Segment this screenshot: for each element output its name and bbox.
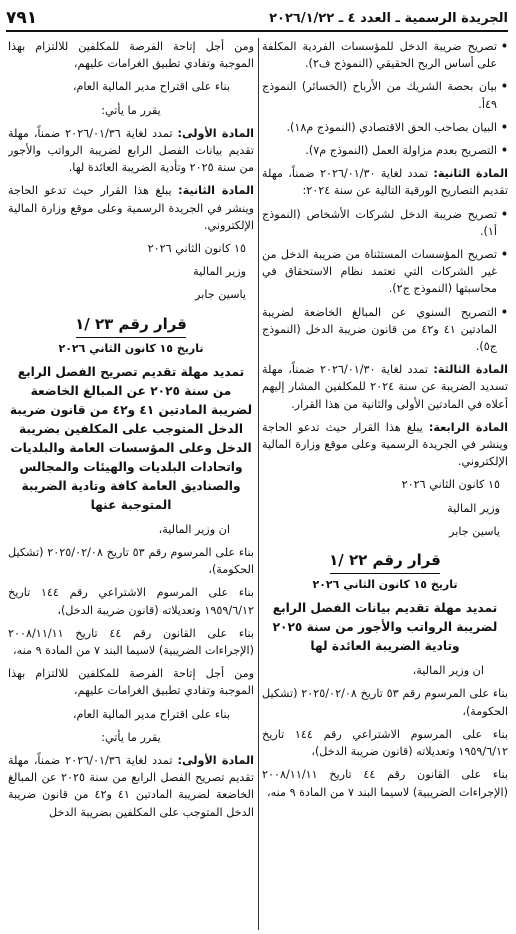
article-2: [8, 182, 254, 234]
decision-date: تاريخ ١٥ كانون الثاني ٢٠٢٦: [58, 341, 204, 355]
article-label: المادة الثالثة:: [433, 363, 508, 377]
signature-date: ١٥ كانون الثاني ٢٠٢٦: [401, 478, 500, 492]
page-number: ٧٩١: [6, 8, 38, 28]
article-text: تمدد لغاية ٢٠٢٦/٠١/٣٠ ضمناً، مهلة تقديم التصاريح الورقية التالية عن سنة ٢٠٢٤:: [262, 167, 508, 198]
signature-date: ١٥ كانون الثاني ٢٠٢٦: [147, 242, 246, 256]
preamble-paragraph: بناء على القانون رقم ٤٤ تاريخ ٢٠٠٨/١١/١١ (الإجراءات الضريبية) لاسيما البند ٧ من المادة ٩ منه،: [8, 626, 254, 658]
decision-title: قرار رقم ٢٢ /١: [262, 550, 508, 574]
article-label: المادة الرابعة:: [428, 420, 508, 434]
decision-subject: تمديد مهلة تقديم بيانات الفصل الرابع لضريبة الرواتب والأجور من سنة ٢٠٢٥ وتادية الضريبة العائدة لها: [272, 601, 498, 654]
article-2: [262, 165, 508, 199]
article-1: [8, 752, 254, 821]
decision-date: تاريخ ١٥ كانون الثاني ٢٠٢٦: [312, 578, 458, 592]
article-label: المادة الثانية:: [178, 184, 254, 198]
signature-title: وزير المالية: [193, 265, 246, 279]
preamble-paragraph: بناء على المرسوم الاشتراعي رقم ١٤٤ تاريخ ١٩٥٩/٦/١٢ وتعديلاته (قانون ضريبة الدخل)،: [262, 727, 508, 759]
preamble-paragraph: بناء على اقتراح مدير المالية العام،: [72, 707, 230, 721]
article-label: المادة الأولى:: [177, 126, 254, 140]
right-column: [262, 38, 508, 930]
article-text: يبلغ هذا القرار حيث تدعو الحاجة وينشر في الجريدة الرسمية وعلى موقع وزارة المالية الإلكتروني.: [8, 184, 254, 232]
preamble-paragraph: ومن أجل إتاحة الفرصة للمكلفين للالتزام بهذا الموجبة وتفادي تطبيق الغرامات عليهم،: [8, 40, 254, 71]
article-1: [8, 125, 254, 177]
article-4: [262, 419, 508, 471]
article-text: يبلغ هذا القرار حيث تدعو الحاجة وينشر في الجريدة الرسمية وعلى موقع وزارة المالية الإلكتروني.: [262, 420, 508, 469]
preamble-paragraph: ومن أجل إتاحة الفرصة للمكلفين للالتزام بهذا الموجبة وتفادي تطبيق الغرامات عليهم،: [8, 667, 254, 698]
article-label: المادة الثانية:: [433, 167, 508, 181]
decides-line: يقرر ما يأتي:: [101, 103, 161, 117]
signature-title: وزير المالية: [447, 501, 500, 515]
preamble-paragraph: بناء على اقتراح مدير المالية العام،: [72, 80, 230, 94]
bullet-item: • تصريح ضريبة الدخل للمؤسسات الفردية المكلفة على أساس الربح الحقيقي (النموذج ف٢).: [262, 38, 508, 72]
signature-name: ياسين جابر: [449, 524, 500, 538]
bullet-item: • تصريح ضريبة الدخل لشركات الأشخاص (النموذج أ١).: [262, 206, 508, 240]
decision-intro: ان وزير المالية،: [412, 664, 484, 678]
left-column: [8, 38, 254, 930]
article-text: تمدد لغاية ٢٠٢٦/٠١/٣٠ ضمناً، مهلة تسديد الضريبة عن سنة ٢٠٢٤ للمكلفين المشار إليهم أعلاه في المادتين الأولى والثانية من هذا القرار.: [262, 363, 508, 411]
decision-subject: تمديد مهلة تقديم تصريح الفصل الرابع من سنة ٢٠٢٥ عن المبالغ الخاضعة لضريبة المادتين ٤١ و٤٢ من قانون ضريبة الدخل المتوجب على المكلفين بضريبة الدخل وعلى المؤسسات العامة والبلديات واتحادات البلديات والهيئات والمجالس والصناديق العامة كافة وتادية الضريبة المتوجبة عنها: [9, 364, 253, 512]
decision-intro: ان وزير المالية،: [158, 522, 230, 536]
bullet-item: • تصريح المؤسسات المستثناة من ضريبة الدخل من غير الشركات التي تعتمد نظام الاستحقاق في محاسبتها (النموذج ج٢).: [262, 246, 508, 298]
preamble-paragraph: بناء على المرسوم رقم ٥٣ تاريخ ٢٠٢٥/٠٢/٠٨ (تشكيل الحكومة)،: [8, 546, 254, 577]
bullet-item: • البيان بصاحب الحق الاقتصادي (النموذج م١٨).: [262, 119, 508, 136]
article-label: المادة الأولى:: [177, 754, 254, 768]
bullet-item: • التصريح السنوي عن المبالغ الخاضعة لضريبة المادتين ٤١ و٤٢ من قانون ضريبة الدخل (النموذج ج٥).: [262, 304, 508, 356]
preamble-paragraph: بناء على المرسوم الاشتراعي رقم ١٤٤ تاريخ ١٩٥٩/٦/١٢ وتعديلاته (قانون ضريبة الدخل)،: [8, 586, 254, 617]
article-text: تمدد لغاية ٢٠٢٦/٠١/٣٦ ضمناً، مهلة تقديم بيانات الفصل الرابع لضريبة الرواتب والأجور من سنة ٢٠٢٥ وتأدية الضريبة العائدة لها.: [8, 126, 254, 175]
page-header: [6, 6, 508, 32]
decision-title: قرار رقم ٢٣ /١: [8, 314, 254, 338]
signature-name: ياسين جابر: [195, 288, 246, 302]
article-text: تمدد لغاية ٢٠٢٦/٠١/٣٦ ضمناً، مهلة تقديم تصريح الفصل الرابع من سنة ٢٠٢٥ عن المبالغ الخاضعة لضريبة المادتين ٤١ و٤٢ من قانون ضريبة الدخل المتوجب على المكلفين بضريبة الدخل: [8, 754, 254, 819]
article-3: [262, 361, 508, 413]
preamble-paragraph: بناء على القانون رقم ٤٤ تاريخ ٢٠٠٨/١١/١١ (الإجراءات الضريبية) لاسيما البند ٧ من المادة ٩ منه،: [262, 768, 508, 799]
column-divider: [258, 38, 259, 930]
decides-line: يقرر ما يأتي:: [101, 730, 161, 744]
bullet-item: • بيان بحصة الشريك من الأرباح (الخسائر) النموذج ٤٩أ.: [262, 78, 508, 112]
preamble-paragraph: بناء على المرسوم رقم ٥٣ تاريخ ٢٠٢٥/٠٢/٠٨ (تشكيل الحكومة)،: [262, 687, 508, 718]
bullet-item: • التصريح بعدم مزاولة العمل (النموذج م٧).: [262, 142, 508, 159]
gazette-title: الجريدة الرسمية ـ العدد ٤ ـ ٢٠٢٦/١/٢٢: [269, 10, 508, 26]
